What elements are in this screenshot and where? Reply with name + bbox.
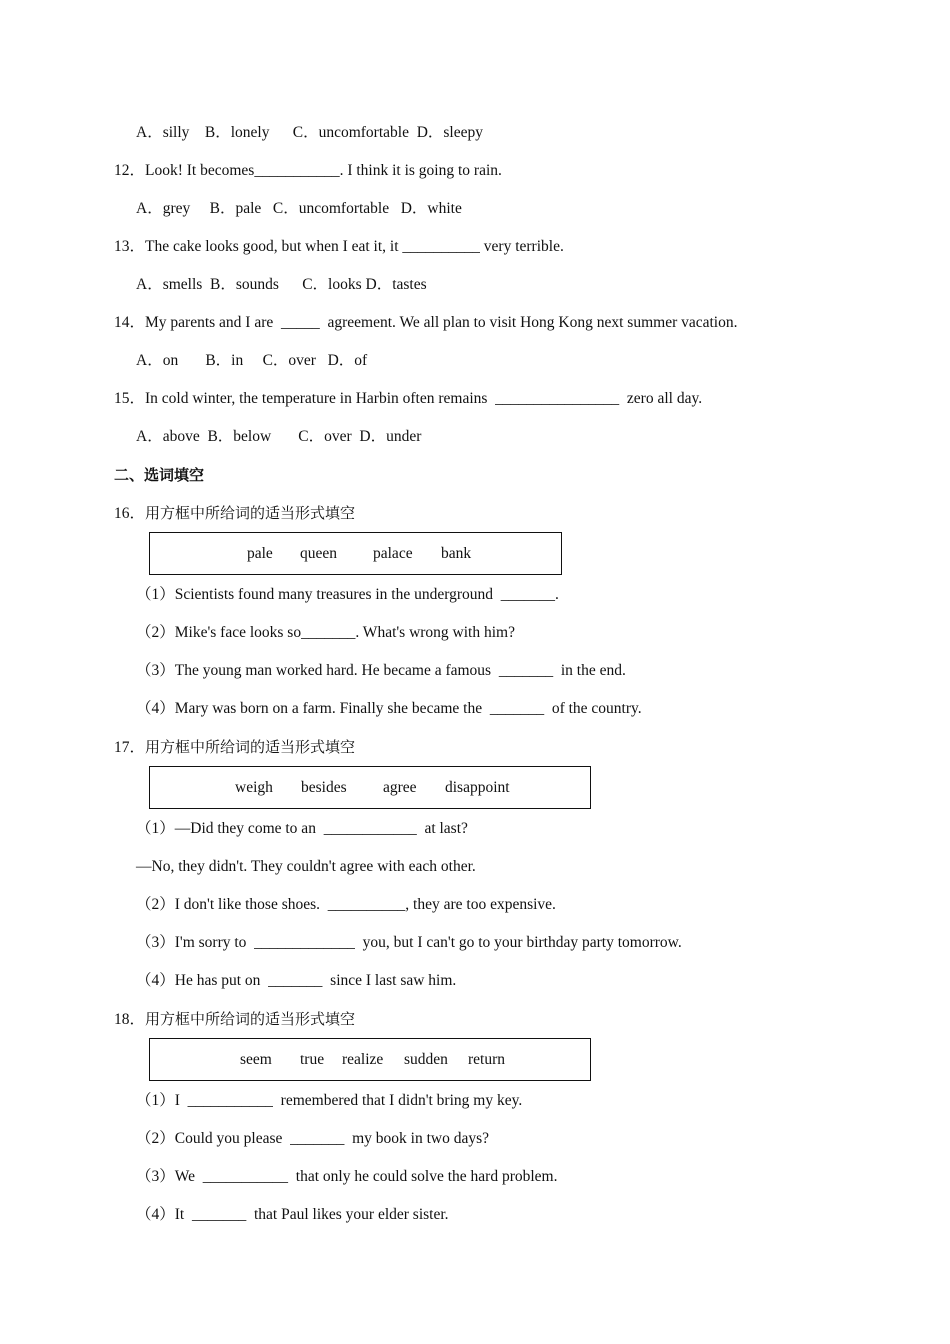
q18-number: 18． [114, 1011, 146, 1028]
q15-stem: 15．In cold winter, the temperature in Harbin often remains ________________ zero all day. [114, 390, 703, 407]
q14-stem: 14．My parents and I are _____ agreement. We all plan to visit Hong Kong next summer vacation. [114, 314, 738, 331]
q17-item: （4）He has put on _______ since I last saw him. [136, 972, 457, 989]
q18-word: true [300, 1051, 325, 1068]
q13-stem: 13．The cake looks good, but when I eat it, it __________ very terrible. [114, 238, 564, 255]
q16-item: （4）Mary was born on a farm. Finally she became the _______ of the country. [136, 700, 642, 717]
section-heading: 二、选词填空 [114, 466, 205, 484]
q16-word-box [149, 532, 562, 575]
q16-word: bank [441, 545, 472, 562]
q18-word: sudden [404, 1051, 448, 1068]
q17-number: 17． [114, 739, 146, 756]
q17-item: （1）—Did they come to an ____________ at last? [136, 820, 468, 837]
q18-instruction: 用方框中所给词的适当形式填空 [145, 1010, 356, 1028]
q16-word: palace [373, 545, 413, 562]
q14-options: A．on B．in C．over D．of [136, 352, 368, 369]
q11-options: A．silly B．lonely C．uncomfortable D．sleepy [136, 124, 483, 141]
q15-options: A．above B．below C．over D．under [136, 428, 422, 445]
q18-word-box [149, 1038, 591, 1081]
q17-prompt [114, 737, 355, 758]
q16-word: pale [247, 545, 273, 562]
q17-word: disappoint [445, 779, 510, 796]
q18-word: return [468, 1051, 506, 1068]
q17-item: （3）I'm sorry to _____________ you, but I can't go to your birthday party tomorrow. [136, 934, 682, 951]
q16-item: （1）Scientists found many treasures in the underground _______. [136, 586, 559, 603]
q12-stem: 12．Look! It becomes___________. I think it is going to rain. [114, 162, 502, 179]
q18-item: （3）We ___________ that only he could solve the hard problem. [136, 1168, 558, 1185]
q12-options: A．grey B．pale C．uncomfortable D．white [136, 200, 462, 217]
q16-item: （3）The young man worked hard. He became a famous _______ in the end. [136, 662, 626, 679]
q17-item: —No, they didn't. They couldn't agree with each other. [136, 858, 476, 875]
q17-word-box [149, 766, 591, 809]
q18-word: seem [240, 1051, 272, 1068]
q18-prompt [114, 1009, 355, 1030]
q17-word: besides [301, 779, 347, 796]
q17-item: （2）I don't like those shoes. __________, they are too expensive. [136, 896, 556, 913]
q13-options: A．smells B．sounds C．looks D．tastes [136, 276, 427, 293]
q16-instruction: 用方框中所给词的适当形式填空 [145, 504, 356, 522]
q16-number: 16． [114, 505, 146, 522]
q17-word: agree [383, 779, 417, 796]
q18-word: realize [342, 1051, 384, 1068]
q17-instruction: 用方框中所给词的适当形式填空 [145, 738, 356, 756]
q16-word: queen [300, 545, 338, 562]
q18-item: （1）I ___________ remembered that I didn't bring my key. [136, 1092, 523, 1109]
q16-item: （2）Mike's face looks so_______. What's wrong with him? [136, 624, 515, 641]
q18-item: （2）Could you please _______ my book in two days? [136, 1130, 490, 1147]
q16-prompt [114, 503, 355, 524]
q17-word: weigh [235, 779, 273, 796]
q18-item: （4）It _______ that Paul likes your elder sister. [136, 1206, 449, 1223]
